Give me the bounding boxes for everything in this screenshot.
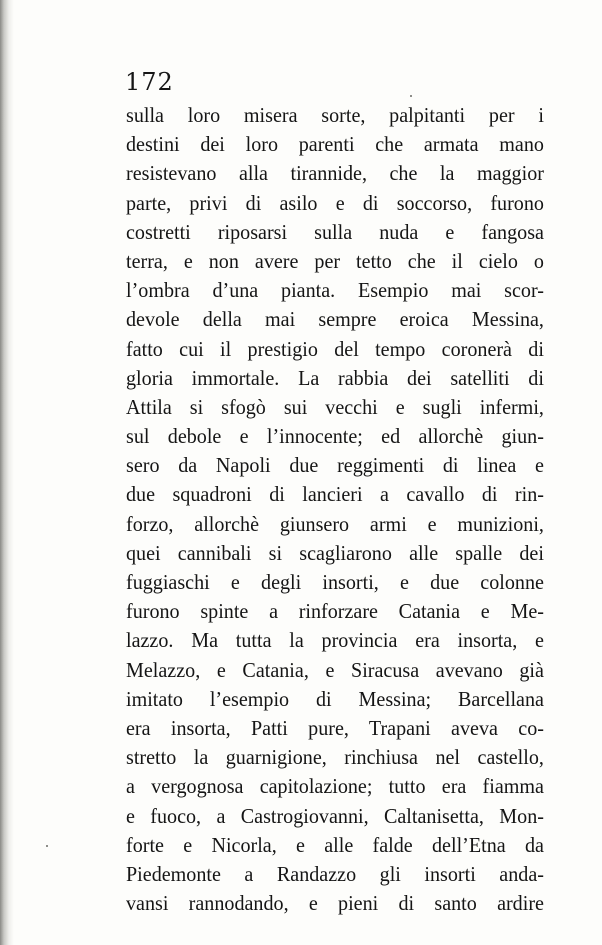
text-line: due squadroni di lancieri a cavallo di rin- xyxy=(126,482,544,507)
text-line: devole della mai sempre eroica Messina, xyxy=(126,307,544,332)
text-line: imitato l’esempio di Messina; Barcellana xyxy=(126,686,544,711)
text-line: terra, e non avere per tetto che il cielo o xyxy=(126,248,544,273)
text-line: era insorta, Patti pure, Trapani aveva co- xyxy=(126,715,544,740)
text-line: Attila si sfogò sui vecchi e sugli infermi, xyxy=(126,394,544,419)
page-number: 172 xyxy=(125,68,174,96)
text-line: sul debole e l’innocente; ed allorchè giun- xyxy=(126,424,544,449)
text-line: l’ombra d’una pianta. Esempio mai scor- xyxy=(126,278,544,303)
text-line: Piedemonte a Randazzo gli insorti anda- xyxy=(126,861,544,886)
text-line: resistevano alla tirannide, che la maggior xyxy=(126,161,544,186)
text-line: sero da Napoli due reggimenti di linea e xyxy=(126,453,544,478)
text-line: forzo, allorchè giunsero armi e munizioni, xyxy=(126,511,544,536)
text-line: furono spinte a rinforzare Catania e Me- xyxy=(126,599,544,624)
text-line: parte, privi di asilo e di soccorso, furono xyxy=(126,190,544,215)
text-line: sulla loro misera sorte, palpitanti per i xyxy=(126,103,544,127)
text-line: fuggiaschi e degli insorti, e due colonne xyxy=(126,570,544,594)
paper-speck xyxy=(46,845,48,847)
text-line: forte e Nicorla, e alle falde dell’Etna da xyxy=(126,832,544,857)
text-line: destini dei loro parenti che armata mano xyxy=(126,132,544,157)
text-line: gloria immortale. La rabbia dei satelliti di xyxy=(126,365,544,390)
paper-speck xyxy=(410,95,412,97)
binding-edge xyxy=(0,0,14,945)
text-line: vansi rannodando, e pieni di santo ardire xyxy=(126,891,544,916)
text-line: stretto la guarnigione, rinchiusa nel castello, xyxy=(126,745,544,770)
text-line: Melazzo, e Catania, e Siracusa avevano già xyxy=(126,657,544,682)
text-line: a vergognosa capitolazione; tutto era fiamma xyxy=(126,774,544,799)
text-line: e fuoco, a Castrogiovanni, Caltanisetta, Mon- xyxy=(126,803,544,828)
text-line: lazzo. Ma tutta la provincia era insorta, e xyxy=(126,628,544,653)
text-line: quei cannibali si scagliarono alle spalle dei xyxy=(126,540,544,565)
body-text xyxy=(126,101,544,918)
text-line: costretti riposarsi sulla nuda e fangosa xyxy=(126,219,544,244)
text-line: fatto cui il prestigio del tempo coronerà di xyxy=(126,336,544,361)
